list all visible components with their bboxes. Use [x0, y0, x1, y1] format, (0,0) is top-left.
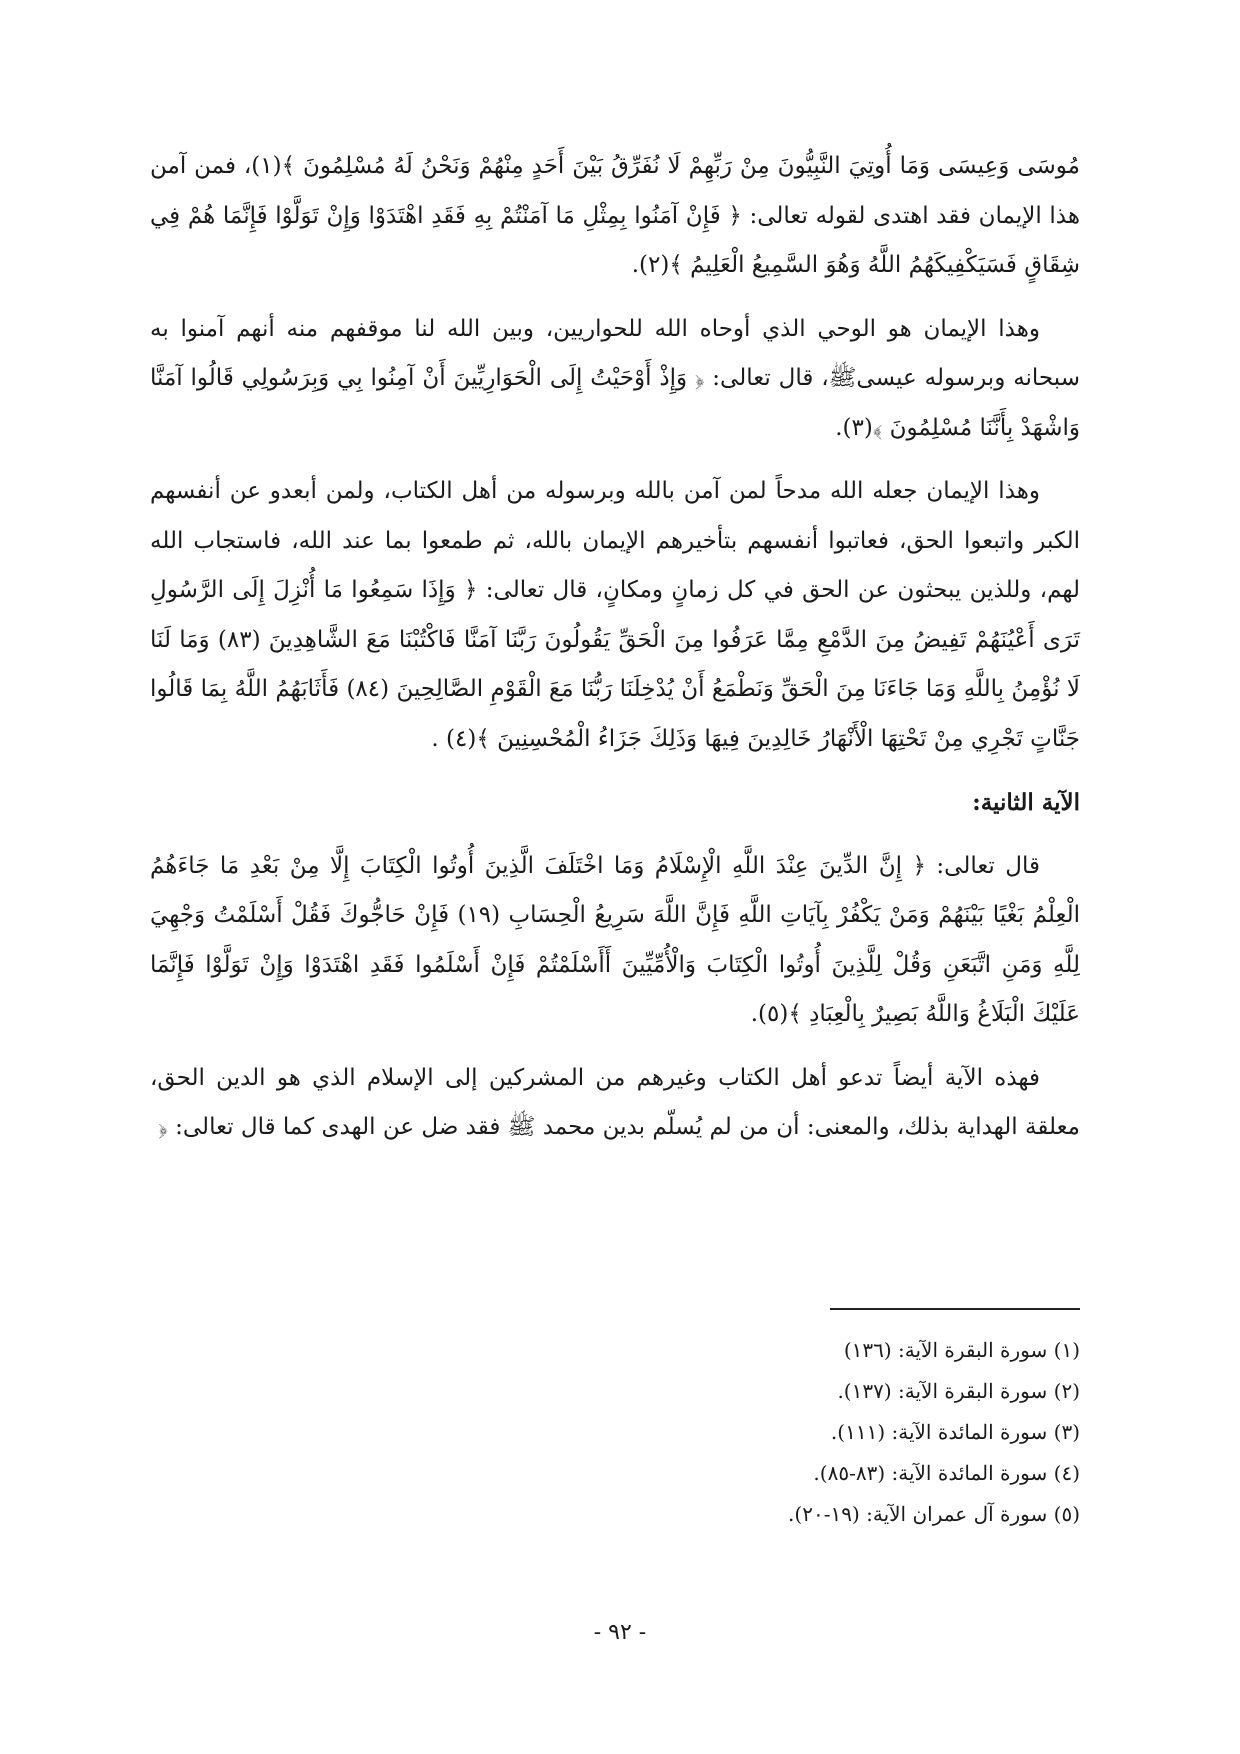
- footnote-4: (٤) سورة المائدة الآية: (٨٣-٨٥).: [813, 1461, 1080, 1485]
- page-number: - ٩٢ -: [593, 1620, 647, 1645]
- paragraph-1: مُوسَى وَعِيسَى وَمَا أُوتِيَ النَّبِيُّونَ مِنْ رَبِّهِمْ لَا نُفَرِّقُ بَيْنَ أَحَدٍ مِنْهُمْ وَنَحْنُ لَهُ مُسْلِمُونَ ﴾(١)، فمن آمن هذا الإيمان فقد اهتدى لقوله تعالى: ﴿ فَإِنْ آمَنُوا بِمِثْلِ مَا آمَنْتُمْ بِهِ فَقَدِ اهْتَدَوْا وَإِنْ تَوَلَّوْا فَإِنَّمَا هُمْ فِي شِقَاقٍ فَسَيَكْفِيكَهُمُ اللَّهُ وَهُوَ السَّمِيعُ الْعَلِيمُ ﴾(٢).: [150, 153, 1080, 278]
- footnote-separator: [830, 1308, 1080, 1310]
- main-text: [150, 142, 1080, 1167]
- paragraph-3: وهذا الإيمان جعله الله مدحاً لمن آمن بالله وبرسوله من أهل الكتاب، ولمن أبعدو عن أنفسهم الكبر واتبعوا الحق، فعاتبوا أنفسهم بتأخيرهم الإيمان بالله، ثم طمعوا بما عند الله، فاستجاب الله لهم، وللذين يبحثون عن الحق في كل زمانٍ ومكانٍ، قال تعالى: ﴿ وَإِذَا سَمِعُوا مَا أُنْزِلَ إِلَى الرَّسُولِ تَرَى أَعْيُنَهُمْ تَفِيضُ مِنَ الدَّمْعِ مِمَّا عَرَفُوا مِنَ الْحَقِّ يَقُولُونَ رَبَّنَا آمَنَّا فَاكْتُبْنَا مَعَ الشَّاهِدِينَ (٨٣) وَمَا لَنَا لَا نُؤْمِنُ بِاللَّهِ وَمَا جَاءَنَا مِنَ الْحَقِّ وَنَطْمَعُ أَنْ يُدْخِلَنَا رَبُّنَا مَعَ الْقَوْمِ الصَّالِحِينَ (٨٤) فَأَثَابَهُمُ اللَّهُ بِمَا قَالُوا جَنَّاتٍ تَجْرِي مِنْ تَحْتِهَا الْأَنْهَارُ خَالِدِينَ فِيهَا وَذَلِكَ جَزَاءُ الْمُحْسِنِينَ ﴾(٤) .: [150, 478, 1080, 752]
- paragraph-5: فهذه الآية أيضاً تدعو أهل الكتاب وغيرهم من المشركين إلى الإسلام الذي هو الدين الحق، معلقة الهداية بذلك، والمعنى: أن من لم يُسلّم بدين محمد ﷺ فقد ضل عن الهدى كما قال تعالى: ﴿: [150, 1064, 1080, 1140]
- paragraph-2: وهذا الإيمان هو الوحي الذي أوحاه الله للحواريين، وبين الله لنا موقفهم منه أنهم آمنوا به سبحانه وبرسوله عيسىﷺ، قال تعالى: ﴿ وَإِذْ أَوْحَيْتُ إِلَى الْحَوَارِيِّينَ أَنْ آمِنُوا بِي وَبِرَسُولِي قَالُوا آمَنَّا وَاشْهَدْ بِأَنَّنَا مُسْلِمُونَ ﴾(٣).: [150, 315, 1080, 441]
- footnote-3: (٣) سورة المائدة الآية: (١١١).: [830, 1420, 1080, 1444]
- footnote-1: (١) سورة البقرة الآية: (١٣٦): [843, 1338, 1080, 1362]
- footnote-2: (٢) سورة البقرة الآية: (١٣٧).: [837, 1379, 1080, 1403]
- paragraph-4: قال تعالى: ﴿ إِنَّ الدِّينَ عِنْدَ اللَّهِ الْإِسْلَامُ وَمَا اخْتَلَفَ الَّذِينَ أُوتُوا الْكِتَابَ إِلَّا مِنْ بَعْدِ مَا جَاءَهُمُ الْعِلْمُ بَغْيًا بَيْنَهُمْ وَمَنْ يَكْفُرْ بِآيَاتِ اللَّهِ فَإِنَّ اللَّهَ سَرِيعُ الْحِسَابِ (١٩) فَإِنْ حَاجُّوكَ فَقُلْ أَسْلَمْتُ وَجْهِيَ لِلَّهِ وَمَنِ اتَّبَعَنِ وَقُلْ لِلَّذِينَ أُوتُوا الْكِتَابَ وَالْأُمِّيِّينَ أَأَسْلَمْتُمْ فَإِنْ أَسْلَمُوا فَقَدِ اهْتَدَوْا وَإِنْ تَوَلَّوْا فَإِنَّمَا عَلَيْكَ الْبَلَاغُ وَاللَّهُ بَصِيرٌ بِالْعِبَادِ ﴾(٥).: [150, 852, 1081, 1027]
- footnotes: [700, 1330, 1080, 1535]
- footnote-5: (٥) سورة آل عمران الآية: (١٩-٢٠).: [788, 1502, 1080, 1526]
- section-heading: الآية الثانية:: [972, 789, 1080, 816]
